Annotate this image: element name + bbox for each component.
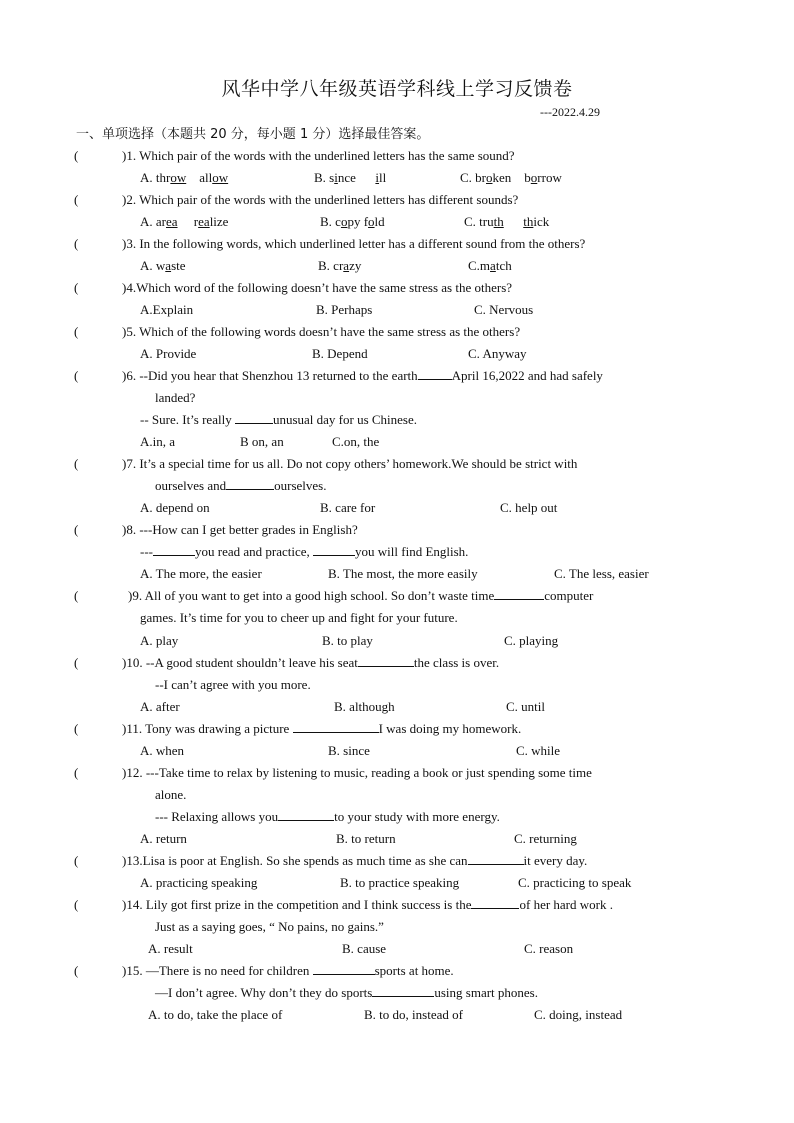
question-12: ( )12. ---Take time to relax by listening to music, reading a book or just spending some time	[74, 765, 592, 780]
q13-option-c[interactable]: C. practicing to speak	[518, 875, 632, 890]
q15-option-a[interactable]: A. to do, take the place of	[148, 1007, 283, 1022]
q9-continuation: games. It’s time for you to cheer up and fight for your future.	[140, 610, 458, 625]
q5-option-a[interactable]: A. Provide	[140, 346, 197, 361]
q14-option-b[interactable]: B. cause	[342, 941, 387, 956]
q9-option-b[interactable]: B. to play	[322, 633, 373, 648]
q6-option-b[interactable]: B on, an	[240, 434, 284, 449]
q4-option-b[interactable]: B. Perhaps	[316, 302, 373, 317]
q3-option-b[interactable]: B. crazy	[318, 258, 362, 273]
q6-option-c[interactable]: C.on, the	[332, 434, 380, 449]
q8-option-c[interactable]: C. The less, easier	[554, 566, 649, 581]
q12-continuation: alone.	[155, 787, 187, 802]
q3-option-a[interactable]: A. waste	[140, 258, 186, 273]
question-4: ( )4.Which word of the following doesn’t have the same stress as the others?	[74, 280, 513, 295]
question-14: ( )14. Lily got first prize in the competition and I think success is the of her hard work .	[74, 897, 613, 912]
question-9: ( )9. All of you want to get into a good high school. So don’t waste time computer	[74, 588, 594, 603]
question-7: ( )7. It’s a special time for us all. Do not copy others’ homework.We should be strict with	[74, 456, 578, 471]
q1-option-c[interactable]: C. broken borrow	[460, 170, 562, 185]
exam-date: ---2022.4.29	[540, 105, 600, 119]
q7-option-a[interactable]: A. depend on	[140, 500, 210, 515]
q14-continuation: Just as a saying goes, “ No pains, no gains.”	[155, 919, 384, 934]
q13-option-a[interactable]: A. practicing speaking	[140, 875, 258, 890]
q6-dialog-line: -- Sure. It’s really unusual day for us Chinese.	[140, 412, 418, 427]
question-15: ( )15. —There is no need for children sports at home.	[74, 963, 454, 978]
q7-option-c[interactable]: C. help out	[500, 500, 558, 515]
q9-option-c[interactable]: C. playing	[504, 633, 559, 648]
q5-option-b[interactable]: B. Depend	[312, 346, 368, 361]
q12-option-c[interactable]: C. returning	[514, 831, 577, 846]
q7-continuation: ourselves and ourselves.	[155, 478, 327, 493]
q8-dialog-line: --- you read and practice, you will find English.	[140, 544, 469, 559]
q9-option-a[interactable]: A. play	[140, 633, 179, 648]
q10-option-a[interactable]: A. after	[140, 699, 180, 714]
q11-option-c[interactable]: C. while	[516, 743, 561, 758]
q13-option-b[interactable]: B. to practice speaking	[340, 875, 460, 890]
question-13: ( )13.Lisa is poor at English. So she spends as much time as she can it every day.	[74, 853, 588, 868]
q12-option-b[interactable]: B. to return	[336, 831, 396, 846]
q10-dialog-line: --I can’t agree with you more.	[155, 677, 311, 692]
q14-option-a[interactable]: A. result	[148, 941, 193, 956]
q4-option-a[interactable]: A.Explain	[140, 302, 194, 317]
q11-option-b[interactable]: B. since	[328, 743, 370, 758]
q6-continuation: landed?	[155, 390, 196, 405]
question-1: ( )1. Which pair of the words with the underlined letters has the same sound?	[74, 148, 515, 163]
q10-option-b[interactable]: B. although	[334, 699, 395, 714]
question-5: ( )5. Which of the following words doesn’t have the same stress as the others?	[74, 324, 521, 339]
q5-option-c[interactable]: C. Anyway	[468, 346, 527, 361]
q14-option-c[interactable]: C. reason	[524, 941, 574, 956]
q15-dialog-line: —I don’t agree. Why don’t they do sports using smart phones.	[155, 985, 538, 1000]
question-8: ( )8. ---How can I get better grades in English?	[74, 522, 358, 537]
q15-option-b[interactable]: B. to do, instead of	[364, 1007, 463, 1022]
section-heading: 一、单项选择（本题共 20 分，每小题 1 分）选择最佳答案。	[76, 127, 430, 142]
q8-option-b[interactable]: B. The most, the more easily	[328, 566, 478, 581]
q2-option-c[interactable]: C. truth thick	[464, 214, 550, 229]
q11-option-a[interactable]: A. when	[140, 743, 185, 758]
q1-option-b[interactable]: B. since ill	[314, 170, 387, 185]
q12-option-a[interactable]: A. return	[140, 831, 187, 846]
q10-option-c[interactable]: C. until	[506, 699, 546, 714]
q2-option-b[interactable]: B. copy fold	[320, 214, 385, 229]
page-title: 风华中学八年级英语学科线上学习反馈卷	[221, 78, 573, 100]
q2-option-a[interactable]: A. area realize	[140, 214, 229, 229]
q7-option-b[interactable]: B. care for	[320, 500, 376, 515]
q15-option-c[interactable]: C. doing, instead	[534, 1007, 623, 1022]
q12-dialog-line: --- Relaxing allows you to your study with more energy.	[155, 809, 500, 824]
question-10: ( )10. --A good student shouldn’t leave his seat the class is over.	[74, 655, 500, 670]
q8-option-a[interactable]: A. The more, the easier	[140, 566, 262, 581]
q1-option-a[interactable]: A. throw allow	[140, 170, 229, 185]
question-3: ( )3. In the following words, which underlined letter has a different sound from the others?	[74, 236, 586, 251]
q6-option-a[interactable]: A.in, a	[140, 434, 176, 449]
question-2: ( )2. Which pair of the words with the underlined letters has different sounds?	[74, 192, 519, 207]
q3-option-c[interactable]: C.match	[468, 258, 512, 273]
question-6: ( )6. --Did you hear that Shenzhou 13 returned to the earth April 16,2022 and had safely	[74, 368, 603, 383]
q4-option-c[interactable]: C. Nervous	[474, 302, 534, 317]
question-11: ( )11. Tony was drawing a picture I was doing my homework.	[74, 721, 522, 736]
